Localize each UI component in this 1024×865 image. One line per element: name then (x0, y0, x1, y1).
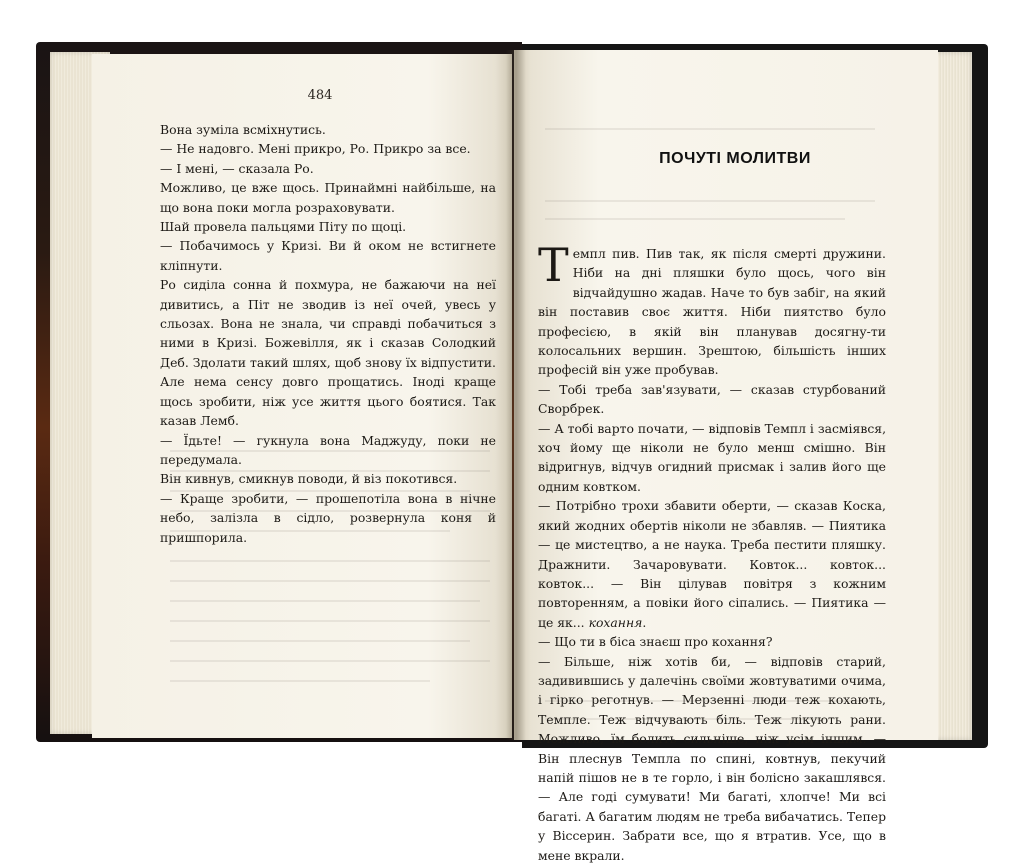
opening-paragraph (538, 238, 886, 380)
chapter-title: ПОЧУТІ МОЛИТВИ (659, 150, 811, 167)
left-page-body (160, 120, 496, 547)
paragraph: — Краще зробити, — прошепотіла вона в нічне небо, залізла в сідло, розвернула коня й пришпорила. (160, 490, 496, 545)
right-page-body (538, 238, 887, 865)
paragraph: — Побачимось у Кризі. Ви й оком не встигнете кліпнути. (160, 238, 496, 273)
italic-word: кохання (588, 614, 643, 630)
paragraph: — Їдьте! — гукнула вона Маджуду, поки не передумала. (160, 432, 496, 467)
paragraph: Можливо, це вже щось. Принаймні найбільше, на що вона поки могла розраховувати. (160, 180, 496, 215)
paragraph: Він кивнув, смикнув поводи, й віз покотився. (160, 471, 458, 487)
paragraph: — А тобі варто почати, — відповів Темпл і засміявся, хоч йому ще ніколи не було менш смішно. Він відригнув, відчув огидний присмак і залив його ще одним ковтком. (538, 420, 887, 494)
paragraph-end: . (642, 614, 647, 630)
paragraph: Ро сиділа сонна й похмура, не бажаючи на неї дивитись, а Піт не зводив із неї очей, увесь у сльозах. Вона не знала, чи справді побачиться з ними в Кризі. Божевілля, як і сказав Солодкий Деб. Здолати такий шлях, щоб знову їх відпустити. Але нема сенсу довго прощатись. Іноді краще щось зробити, ніж усе життя цього боятися. Так казав Лемб. (160, 277, 496, 429)
paragraph: — Більше, ніж хотів би, — відповів старий, задивившись у далечінь своїми жовтуватими очима, і гірко реготнув. — Мерзенні люди теж кохають, Темпле. Теж відчувають біль. Теж лікують рани. Можливо, їм болить сильніше, ніж усім іншим. — Він плеснув Темпла по спині, ковтнув, пекучий напій пішов не в те горло, і він болісно закашлявся. — Але годі сумувати! Ми багаті, хлопче! Ми всі багаті. А багатим людям не треба вибачатись. Тепер у Віссерин. Забрати все, що я втратив. Усе, що в мене вкрали. (538, 653, 886, 863)
paragraph: Шай провела пальцями Піту по щоці. (160, 219, 407, 235)
paragraph-text: — Потрібно трохи збавити оберти, — сказав Коска, який жодних обертів ніколи не збавляв. — Пиятика — це мистецтво, а не наука. Треба пестити пляшку. Дражнити. Зачаровувати. Ковток... ковток... ковток... — Він цілував повітря з кожним повторенням, а повіки його сіпались. — Пиятика — це як... (538, 498, 886, 630)
book-gutter (506, 50, 526, 740)
paragraph: — Не надовго. Мені прикро, Ро. Прикро за все. (160, 141, 471, 157)
paragraph: Вона зуміла всміхнутись. (160, 122, 326, 137)
paragraph (538, 496, 886, 632)
page-number: 484 (307, 88, 333, 103)
paragraph: — Тобі треба зав'язувати, — сказав стурбований Сворбрек. (538, 381, 886, 417)
drop-cap: Т (538, 238, 569, 292)
paragraph: — Що ти в біса знаєш про кохання? (538, 634, 773, 650)
paragraph: — І мені, — сказала Ро. (160, 160, 314, 176)
opening-text: емпл пив. Пив так, як після смерті дружини. Ніби на дні пляшки було щось, чого він відчайдушно жадав. Наче то був забіг, на який він поставив своє життя. Ніби пиятство було професією, в якій він планував досягну-ти колосальних вершин. Зрештою, більшість інших професій він уже пробував. (538, 246, 886, 378)
